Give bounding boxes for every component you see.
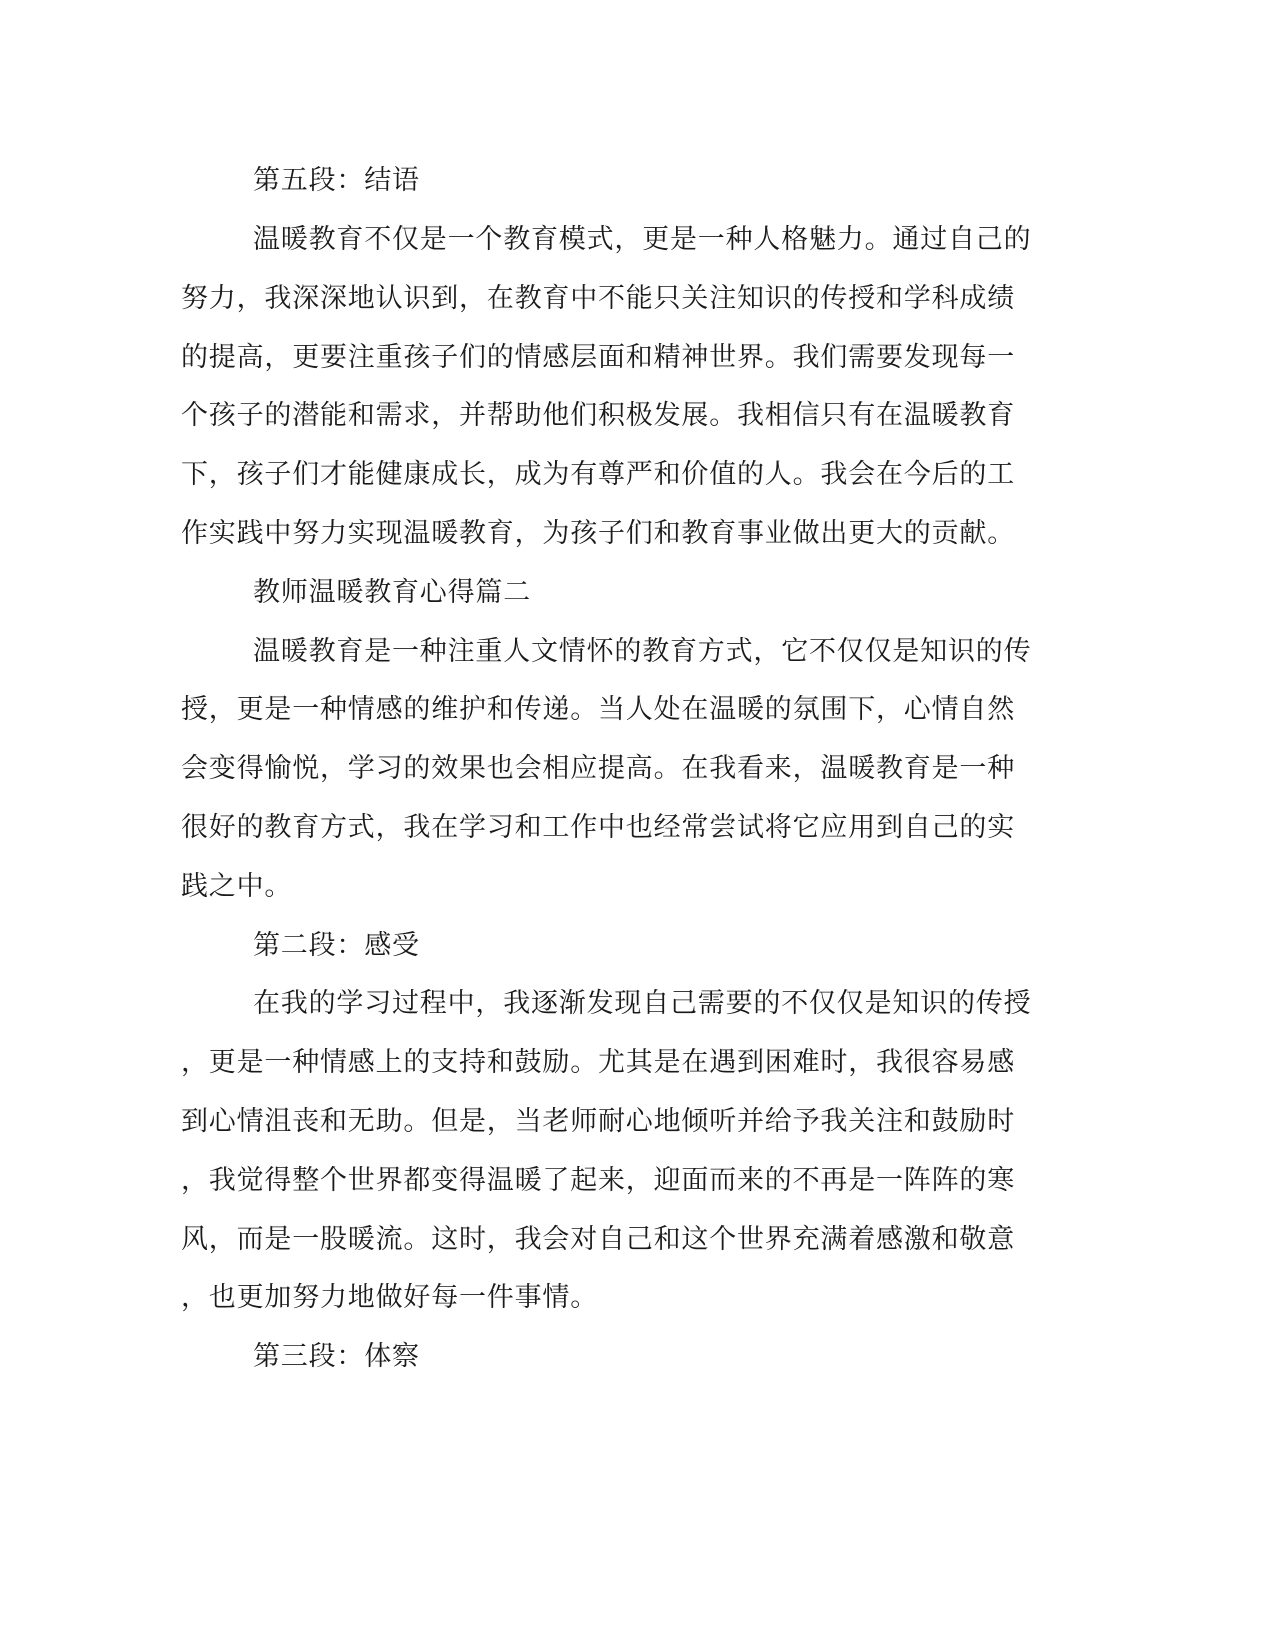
paragraph-line: 努力，我深深地认识到，在教育中不能只关注知识的传授和学科成绩 — [181, 283, 1015, 314]
paragraph-line: 个孩子的潜能和需求，并帮助他们积极发展。我相信只有在温暖教育 — [181, 400, 1015, 431]
paragraph-line: 到心情沮丧和无助。但是，当老师耐心地倾听并给予我关注和鼓励时 — [181, 1106, 1015, 1137]
paragraph-line: ，我觉得整个世界都变得温暖了起来，迎面而来的不再是一阵阵的寒 — [181, 1165, 1015, 1196]
paragraph-line: ，也更加努力地做好每一件事情。 — [181, 1282, 598, 1313]
paragraph-line: 作实践中努力实现温暖教育，为孩子们和教育事业做出更大的贡献。 — [181, 518, 1015, 549]
paragraph-line: 下，孩子们才能健康成长，成为有尊严和价值的人。我会在今后的工 — [181, 459, 1015, 490]
paragraph-line: 践之中。 — [181, 871, 293, 902]
paragraph-line: 温暖教育不仅是一个教育模式，更是一种人格魅力。通过自己的 — [253, 224, 1032, 255]
section-heading: 教师温暖教育心得篇二 — [253, 577, 531, 608]
section-heading: 第二段：感受 — [253, 930, 420, 961]
paragraph-line: 温暖教育是一种注重人文情怀的教育方式，它不仅仅是知识的传 — [253, 636, 1032, 667]
paragraph-line: 在我的学习过程中，我逐渐发现自己需要的不仅仅是知识的传授 — [253, 988, 1032, 1019]
paragraph-line: 授，更是一种情感的维护和传递。当人处在温暖的氛围下，心情自然 — [181, 694, 1015, 725]
section-heading: 第三段：体察 — [253, 1341, 420, 1372]
paragraph-line: 很好的教育方式，我在学习和工作中也经常尝试将它应用到自己的实 — [181, 812, 1015, 843]
paragraph-line: 的提高，更要注重孩子们的情感层面和精神世界。我们需要发现每一 — [181, 342, 1015, 373]
paragraph-line: 会变得愉悦，学习的效果也会相应提高。在我看来，温暖教育是一种 — [181, 753, 1015, 784]
paragraph-line: 风，而是一股暖流。这时，我会对自己和这个世界充满着感激和敬意 — [181, 1224, 1015, 1255]
section-heading: 第五段：结语 — [253, 165, 420, 196]
paragraph-line: ，更是一种情感上的支持和鼓励。尤其是在遇到困难时，我很容易感 — [181, 1047, 1015, 1078]
